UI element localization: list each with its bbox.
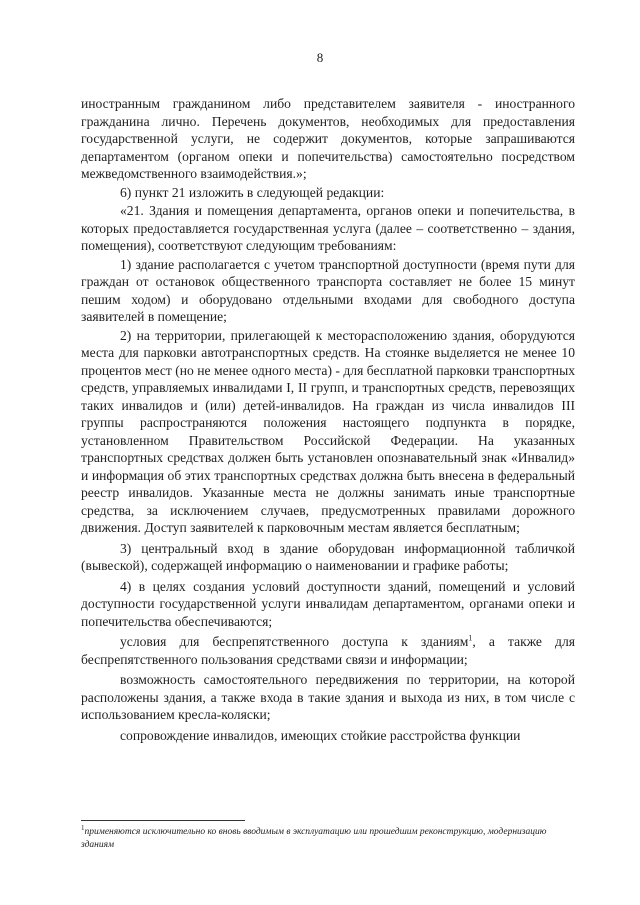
footnote-text: применяются исключительно ко вновь вводимым в эксплуатацию или прошедшим реконструкцию, модернизацию зданиям: [81, 827, 547, 850]
footnote-marker: 1: [81, 823, 85, 832]
paragraph: иностранным гражданином либо представителем заявителя - иностранного гражданина лично. Перечень документов, необходимых для предоставления государственной услуги, не содержит документов, которые запрашиваются департаментом (органом опеки и попечительства) самостоятельно посредством межведомственного взаимодействия.»;: [81, 96, 575, 181]
paragraph: 4) в целях создания условий доступности зданий, помещений и условий доступности государственной услуги инвалидам департаментом, органами опеки и попечительства обеспечиваются;: [81, 578, 575, 629]
paragraph: «21. Здания и помещения департамента, органов опеки и попечительства, в которых предоставляется государственная услуга (далее – соответственно – здания, помещения), соответствуют следующим требованиям:: [81, 203, 575, 253]
footnote: [81, 823, 575, 852]
paragraph: 3) центральный вход в здание оборудован информационной табличкой (вывеской), содержащей информацию о наименовании и графике работы;: [81, 540, 575, 573]
paragraph: 2) на территории, прилегающей к месторасположению здания, оборудуются места для парковки автотранспортных средств. На стоянке выделяется не менее 10 процентов мест (но не менее одного места) - для бесплатной парковки транспортных средств, управляемых инвалидами I, II групп, и транспортных средств, перевозящих таких инвалидов и (или) детей-инвалидов. На граждан из числа инвалидов III группы распространяются положения настоящего подпункта в порядке, установленном Правительством Российской Федерации. На указанных транспортных средствах должен быть установлен опознавательный знак «Инвалид» и информация об этих транспортных средствах должна быть внесена в федеральный реестр инвалидов. Указанные места не должны занимать иные транспортные средства, за исключением случаев, предусмотренных правилами дорожного движения. Доступ заявителей к парковочным местам является бесплатным;: [81, 327, 575, 535]
paragraph-with-footnote: [81, 633, 575, 668]
footnote-reference: 1: [468, 633, 473, 643]
page-number: 8: [316, 50, 324, 65]
paragraph-text: условия для беспрепятственного доступа к зданиям: [120, 634, 469, 649]
paragraph: возможность самостоятельного передвижения по территории, на которой расположены здания, а также входа в такие здания и выхода из них, в том числе с использованием кресла-коляски;: [81, 672, 575, 722]
paragraph: сопровождение инвалидов, имеющих стойкие расстройства функции: [120, 727, 521, 743]
footnote-divider: [81, 820, 245, 821]
paragraph: 6) пункт 21 изложить в следующей редакции:: [120, 184, 385, 200]
paragraph-text: , а также для беспрепятственного пользования средствами связи и информации;: [81, 634, 575, 667]
document-body: [81, 95, 575, 745]
paragraph: 1) здание располагается с учетом транспортной доступности (время пути для граждан от остановок общественного транспорта составляет не более 15 минут пешим ходом) и оборудовано отдельными входами для свободного доступа заявителей в помещение;: [81, 256, 575, 324]
